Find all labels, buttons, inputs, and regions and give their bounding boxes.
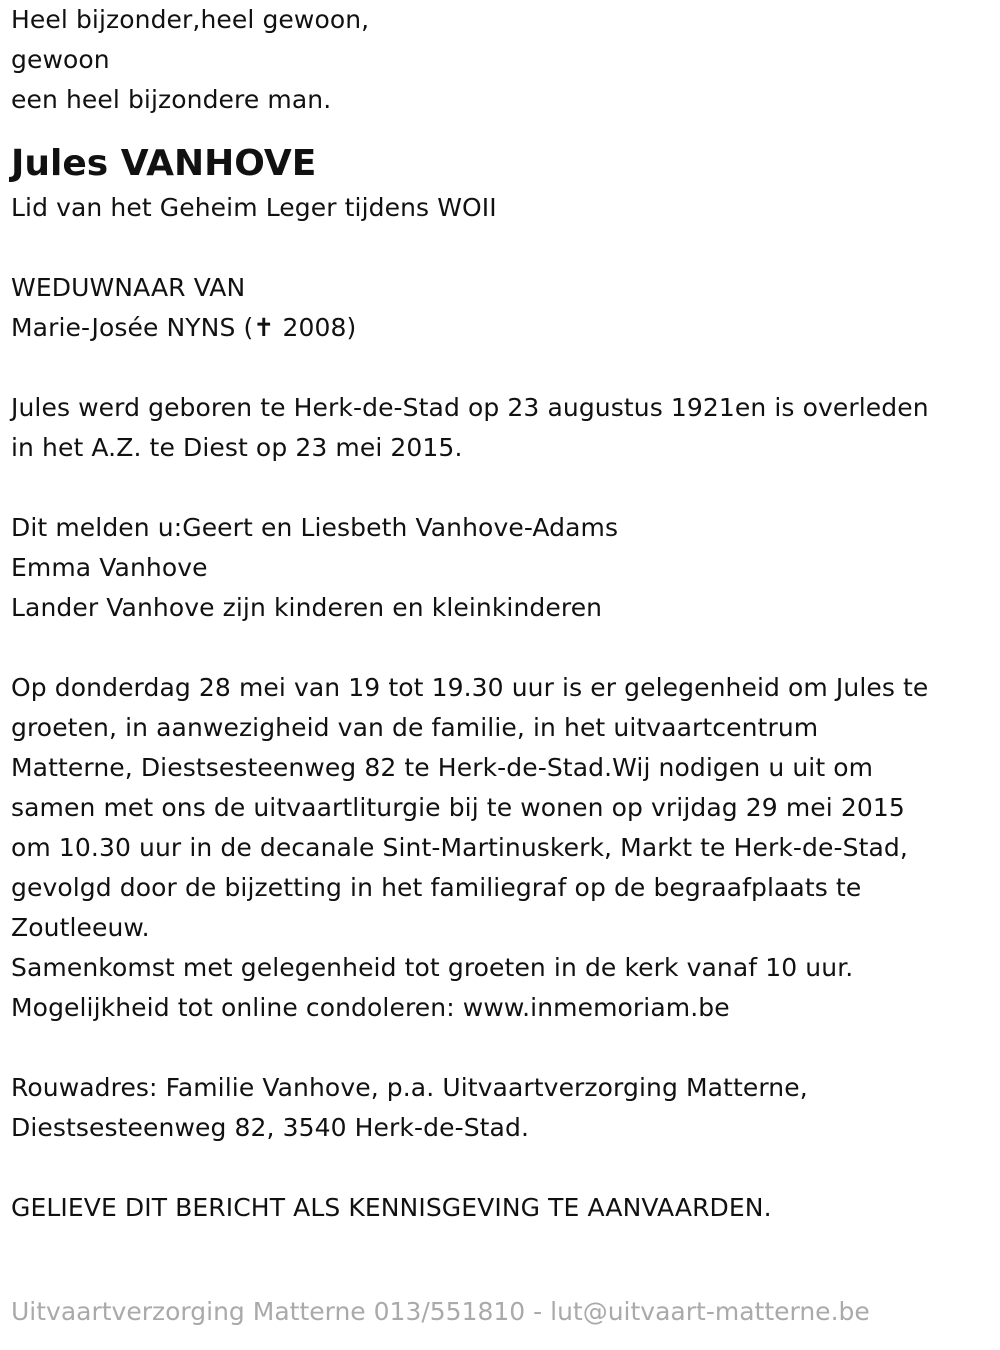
spacer xyxy=(11,1028,991,1068)
deceased-subtitle: Lid van het Geheim Leger tijdens WOII xyxy=(11,193,497,222)
spouse-name: Marie-Josée NYNS (✝ 2008) xyxy=(11,313,357,342)
motto-line-3: een heel bijzondere man. xyxy=(11,85,332,114)
ceremony-line: Op donderdag 28 mei van 19 tot 19.30 uur is er gelegenheid om Jules te xyxy=(11,673,929,702)
ceremony-line: Samenkomst met gelegenheid tot groeten in de kerk vanaf 10 uur. xyxy=(11,953,854,982)
motto-line-2: gewoon xyxy=(11,45,110,74)
funeral-home-footer: Uitvaartverzorging Matterne 013/551810 - lut@uitvaart-matterne.be xyxy=(11,1297,870,1326)
ceremony-line: om 10.30 uur in de decanale Sint-Martinuskerk, Markt te Herk-de-Stad, xyxy=(11,833,908,862)
ceremony-line: samen met ons de uitvaartliturgie bij te wonen op vrijdag 29 mei 2015 xyxy=(11,793,905,822)
notice-line: GELIEVE DIT BERICHT ALS KENNISGEVING TE AANVAARDEN. xyxy=(11,1193,772,1222)
address-line-2: Diestsesteenweg 82, 3540 Herk-de-Stad. xyxy=(11,1113,529,1142)
spacer xyxy=(11,1148,991,1188)
spacer xyxy=(11,120,991,140)
spacer xyxy=(11,628,991,668)
ceremony-line: Matterne, Diestsesteenweg 82 te Herk-de-Stad.Wij nodigen u uit om xyxy=(11,753,874,782)
ceremony-line: Zoutleeuw. xyxy=(11,913,150,942)
spacer xyxy=(11,228,991,268)
obituary-notice xyxy=(11,0,991,1228)
family-line-2: Emma Vanhove xyxy=(11,553,208,582)
motto-line-1: Heel bijzonder,heel gewoon, xyxy=(11,5,370,34)
spouse-heading: WEDUWNAAR VAN xyxy=(11,273,246,302)
birth-death-line-1: Jules werd geboren te Herk-de-Stad op 23 augustus 1921en is overleden xyxy=(11,393,929,422)
deceased-name: Jules VANHOVE xyxy=(11,143,317,184)
ceremony-line: gevolgd door de bijzetting in het familiegraf op de begraafplaats te xyxy=(11,873,862,902)
family-line-1: Dit melden u:Geert en Liesbeth Vanhove-Adams xyxy=(11,513,619,542)
spacer xyxy=(11,468,991,508)
spacer xyxy=(11,348,991,388)
family-line-3: Lander Vanhove zijn kinderen en kleinkinderen xyxy=(11,593,603,622)
condolence-line: Mogelijkheid tot online condoleren: www.inmemoriam.be xyxy=(11,993,730,1022)
address-line-1: Rouwadres: Familie Vanhove, p.a. Uitvaartverzorging Matterne, xyxy=(11,1073,808,1102)
ceremony-line: groeten, in aanwezigheid van de familie, in het uitvaartcentrum xyxy=(11,713,819,742)
birth-death-line-2: in het A.Z. te Diest op 23 mei 2015. xyxy=(11,433,463,462)
